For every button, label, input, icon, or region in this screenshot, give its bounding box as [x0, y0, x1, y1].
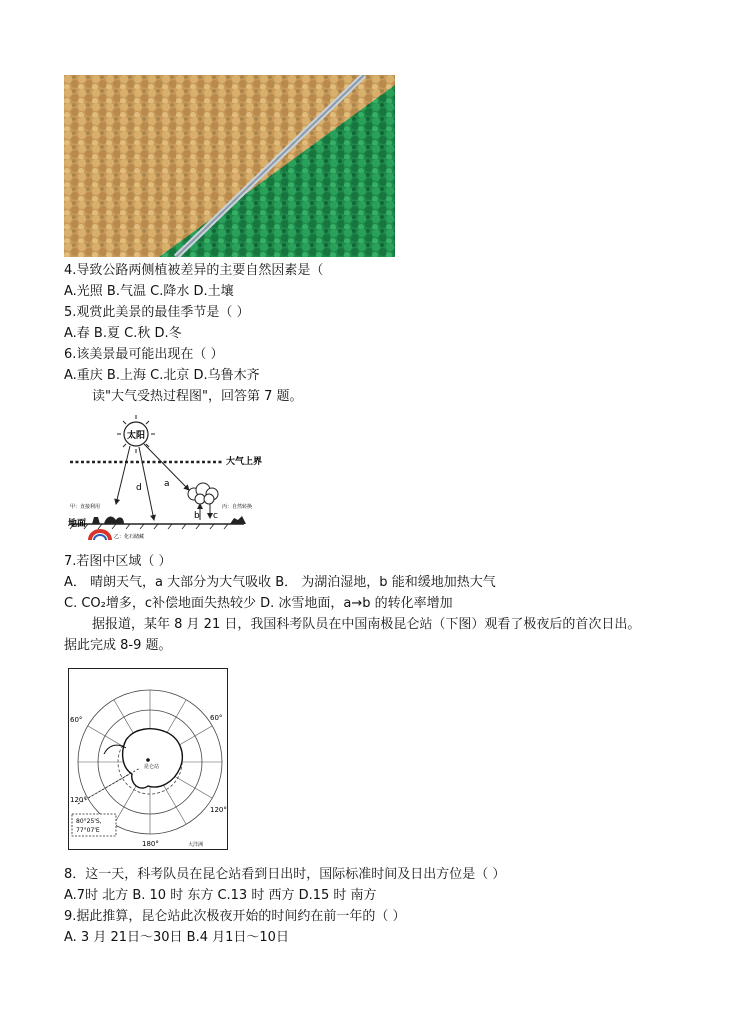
- arrow-a-label: a: [164, 479, 170, 489]
- arrow-d: [116, 446, 130, 504]
- cloud-icon: [188, 483, 218, 504]
- house-icon: [92, 517, 100, 524]
- forest-road-photo-image: [64, 75, 395, 257]
- lon-label-120: 120°: [70, 796, 87, 804]
- coordinate-label-lon: 77°07'E: [76, 827, 100, 834]
- question-4-stem: 4.导致公路两侧植被差异的主要自然因素是（: [64, 263, 324, 278]
- question-8-9-intro-cont: 据此完成 8-9 题。: [64, 638, 172, 653]
- question-7-stem: 7.若图中区域（ ）: [64, 554, 172, 569]
- label-bing: 丙：自然转换: [222, 504, 253, 510]
- lon-label-60-left: 60°: [70, 716, 83, 724]
- atmosphere-boundary-label: 大气上界: [226, 457, 263, 467]
- question-9-options: A. 3 月 21日～30日 B.4 月1日～10日: [64, 930, 289, 945]
- atmosphere-heating-diagram: [64, 412, 284, 540]
- question-8-stem: 8．这一天，科考队员在昆仑站看到日出时，国际标准时间及日出方位是（ ）: [64, 867, 506, 882]
- question-8-options: A.7时 北方 B. 10 时 东方 C.13 时 西方 D.15 时 南方: [64, 888, 377, 903]
- station-label: 昆仑站: [144, 764, 160, 770]
- question-7-options-cd: C. CO₂增多，c补偿地面失热较少 D. 冰雪地面，a→b 的转化率增加: [64, 596, 453, 611]
- question-6-options: A.重庆 B.上海 C.北京 D.乌鲁木齐: [64, 368, 260, 383]
- antarctica-continent-outline: [123, 729, 183, 788]
- question-4-options: A.光照 B.气温 C.降水 D.土壤: [64, 284, 234, 299]
- question-5-options: A.春 B.夏 C.秋 D.冬: [64, 326, 182, 341]
- arrow-d-label: d: [136, 483, 142, 493]
- corner-label: 大洋洲: [188, 842, 204, 848]
- coordinate-label-lat: 80°25'S,: [76, 818, 102, 825]
- question-8-9-intro: 据报道，某年 8 月 21 日，我国科考队员在中国南极昆仑站（下图）观看了极夜后的首次日出。: [92, 617, 641, 632]
- arrow-c-label: c: [213, 511, 218, 521]
- rock-icon: [230, 516, 246, 524]
- question-7-options-ab: A． 晴朗天气，a 大部分为大气吸收 B． 为湖泊湿地，b 能和缓地加热大气: [64, 575, 496, 590]
- lon-label-60-right: 60°: [210, 714, 223, 722]
- question-7-intro: 读"大气受热过程图"，回答第 7 题。: [92, 389, 303, 404]
- tree-icon: [104, 517, 124, 524]
- lon-label-120-right: 120°: [210, 806, 227, 814]
- forest-road-photo: [64, 75, 395, 257]
- question-9-stem: 9.据此推算，昆仑站此次极夜开始的时间约在前一年的（ ）: [64, 909, 406, 924]
- sun-label: 太阳: [126, 431, 146, 441]
- kunlun-station-icon: [146, 758, 150, 762]
- arrow-b-label: b: [194, 511, 200, 521]
- lon-label-180: 180°: [142, 840, 159, 848]
- question-5-stem: 5.观赏此美景的最佳季节是（ ）: [64, 305, 250, 320]
- antarctica-polar-map: [68, 668, 228, 850]
- label-yi: 乙：化石储藏: [114, 534, 145, 540]
- ground-label: 地面: [68, 519, 87, 529]
- label-jia: 甲：直接利用: [70, 504, 101, 510]
- question-6-stem: 6.该美景最可能出现在（ ）: [64, 347, 224, 362]
